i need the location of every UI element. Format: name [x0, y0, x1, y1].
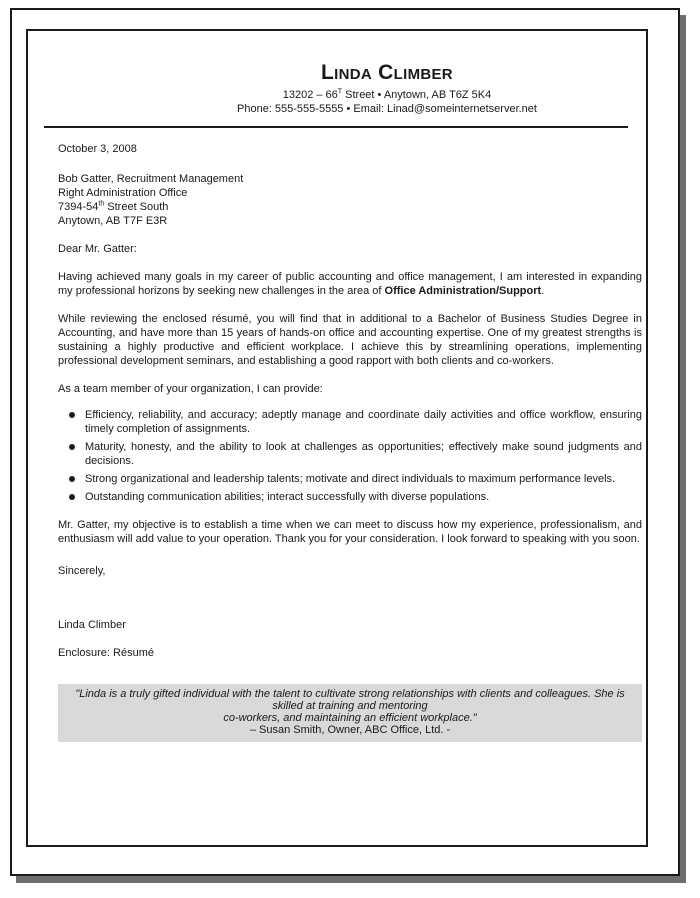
recipient-line: Bob Gatter, Recruitment Management — [58, 173, 244, 185]
testimonial-attribution: – Susan Smith, Owner, ABC Office, Ltd. - — [249, 724, 451, 736]
testimonial-quote: "Linda is a truly gifted individual with the talent to cultivate strong relationships with clients and colleagues. She is — [75, 688, 625, 700]
applicant-name: Linda Climber — [321, 61, 453, 84]
salutation: Dear Mr. Gatter: — [58, 243, 137, 255]
signer-name: Linda Climber — [58, 619, 126, 631]
letterhead — [58, 62, 642, 116]
sign-off: Sincerely, — [58, 565, 106, 577]
testimonial-quote: skilled at training and mentoring — [272, 700, 428, 712]
strengths-list — [58, 408, 642, 504]
recipient-line: Right Administration Office — [58, 187, 188, 199]
list-item: Outstanding communication abilities; interact successfully with diverse populations. — [58, 490, 642, 504]
recipient-line: Anytown, AB T7F E3R — [58, 215, 168, 227]
opening-paragraph: Having achieved many goals in my career of public accounting and office management, I am interested in expanding my professional horizons by seeking new challenges in the area of Office Administration/Support. — [58, 271, 642, 297]
target-role: Office Administration/Support — [384, 285, 542, 297]
letter-date: October 3, 2008 — [58, 143, 137, 155]
testimonial-quote: co-workers, and maintaining an efficient workplace." — [223, 712, 477, 724]
applicant-address: $13202 - 66^T$ Street • Anytown, AB T6Z 5K4 — [282, 88, 492, 101]
cover-letter — [58, 62, 642, 742]
testimonial-box — [58, 684, 642, 742]
list-item: Maturity, honesty, and the ability to look at challenges as opportunities; effectively make sound judgments and decisions. — [58, 440, 642, 468]
list-item: Efficiency, reliability, and accuracy; adeptly manage and coordinate daily activities and office workflow, ensuring timely completion of assignments. — [58, 408, 642, 436]
header-divider — [44, 126, 628, 128]
bullet-icon — [69, 476, 75, 482]
enclosure-note: Enclosure: Résumé — [58, 647, 154, 659]
qualifications-paragraph: While reviewing the enclosed résumé, you will find that in additional to a Bachelor of Business Studies Degree in Accounting, and have more than 15 years of hands-on office and accounting expertise. One of my greatest strengths is sustaining a highly productive and efficient workplace. I achieve this by streamlining operations, implementing professional development seminars, and establishing a good rapport with both clients and co-workers. — [58, 313, 642, 367]
closing-paragraph: Mr. Gatter, my objective is to establish a time when we can meet to discuss how my experience, professionalism, and enthusiasm will add value to your operation. Thank you for your consideration. I look forward to speaking with you soon. — [58, 519, 642, 545]
recipient-block — [58, 172, 642, 228]
bullet-icon — [69, 494, 75, 500]
bullet-icon — [69, 444, 75, 450]
bullet-icon — [69, 412, 75, 418]
provide-intro: As a team member of your organization, I can provide: — [58, 383, 323, 395]
recipient-street: 7394-54th Street South — [58, 200, 169, 213]
list-item: Strong organizational and leadership talents; motivate and direct individuals to maximum performance levels. — [58, 472, 642, 486]
applicant-contact: Phone: 555-555-5555 • Email: Linad@someinternetserver.net — [237, 103, 537, 115]
